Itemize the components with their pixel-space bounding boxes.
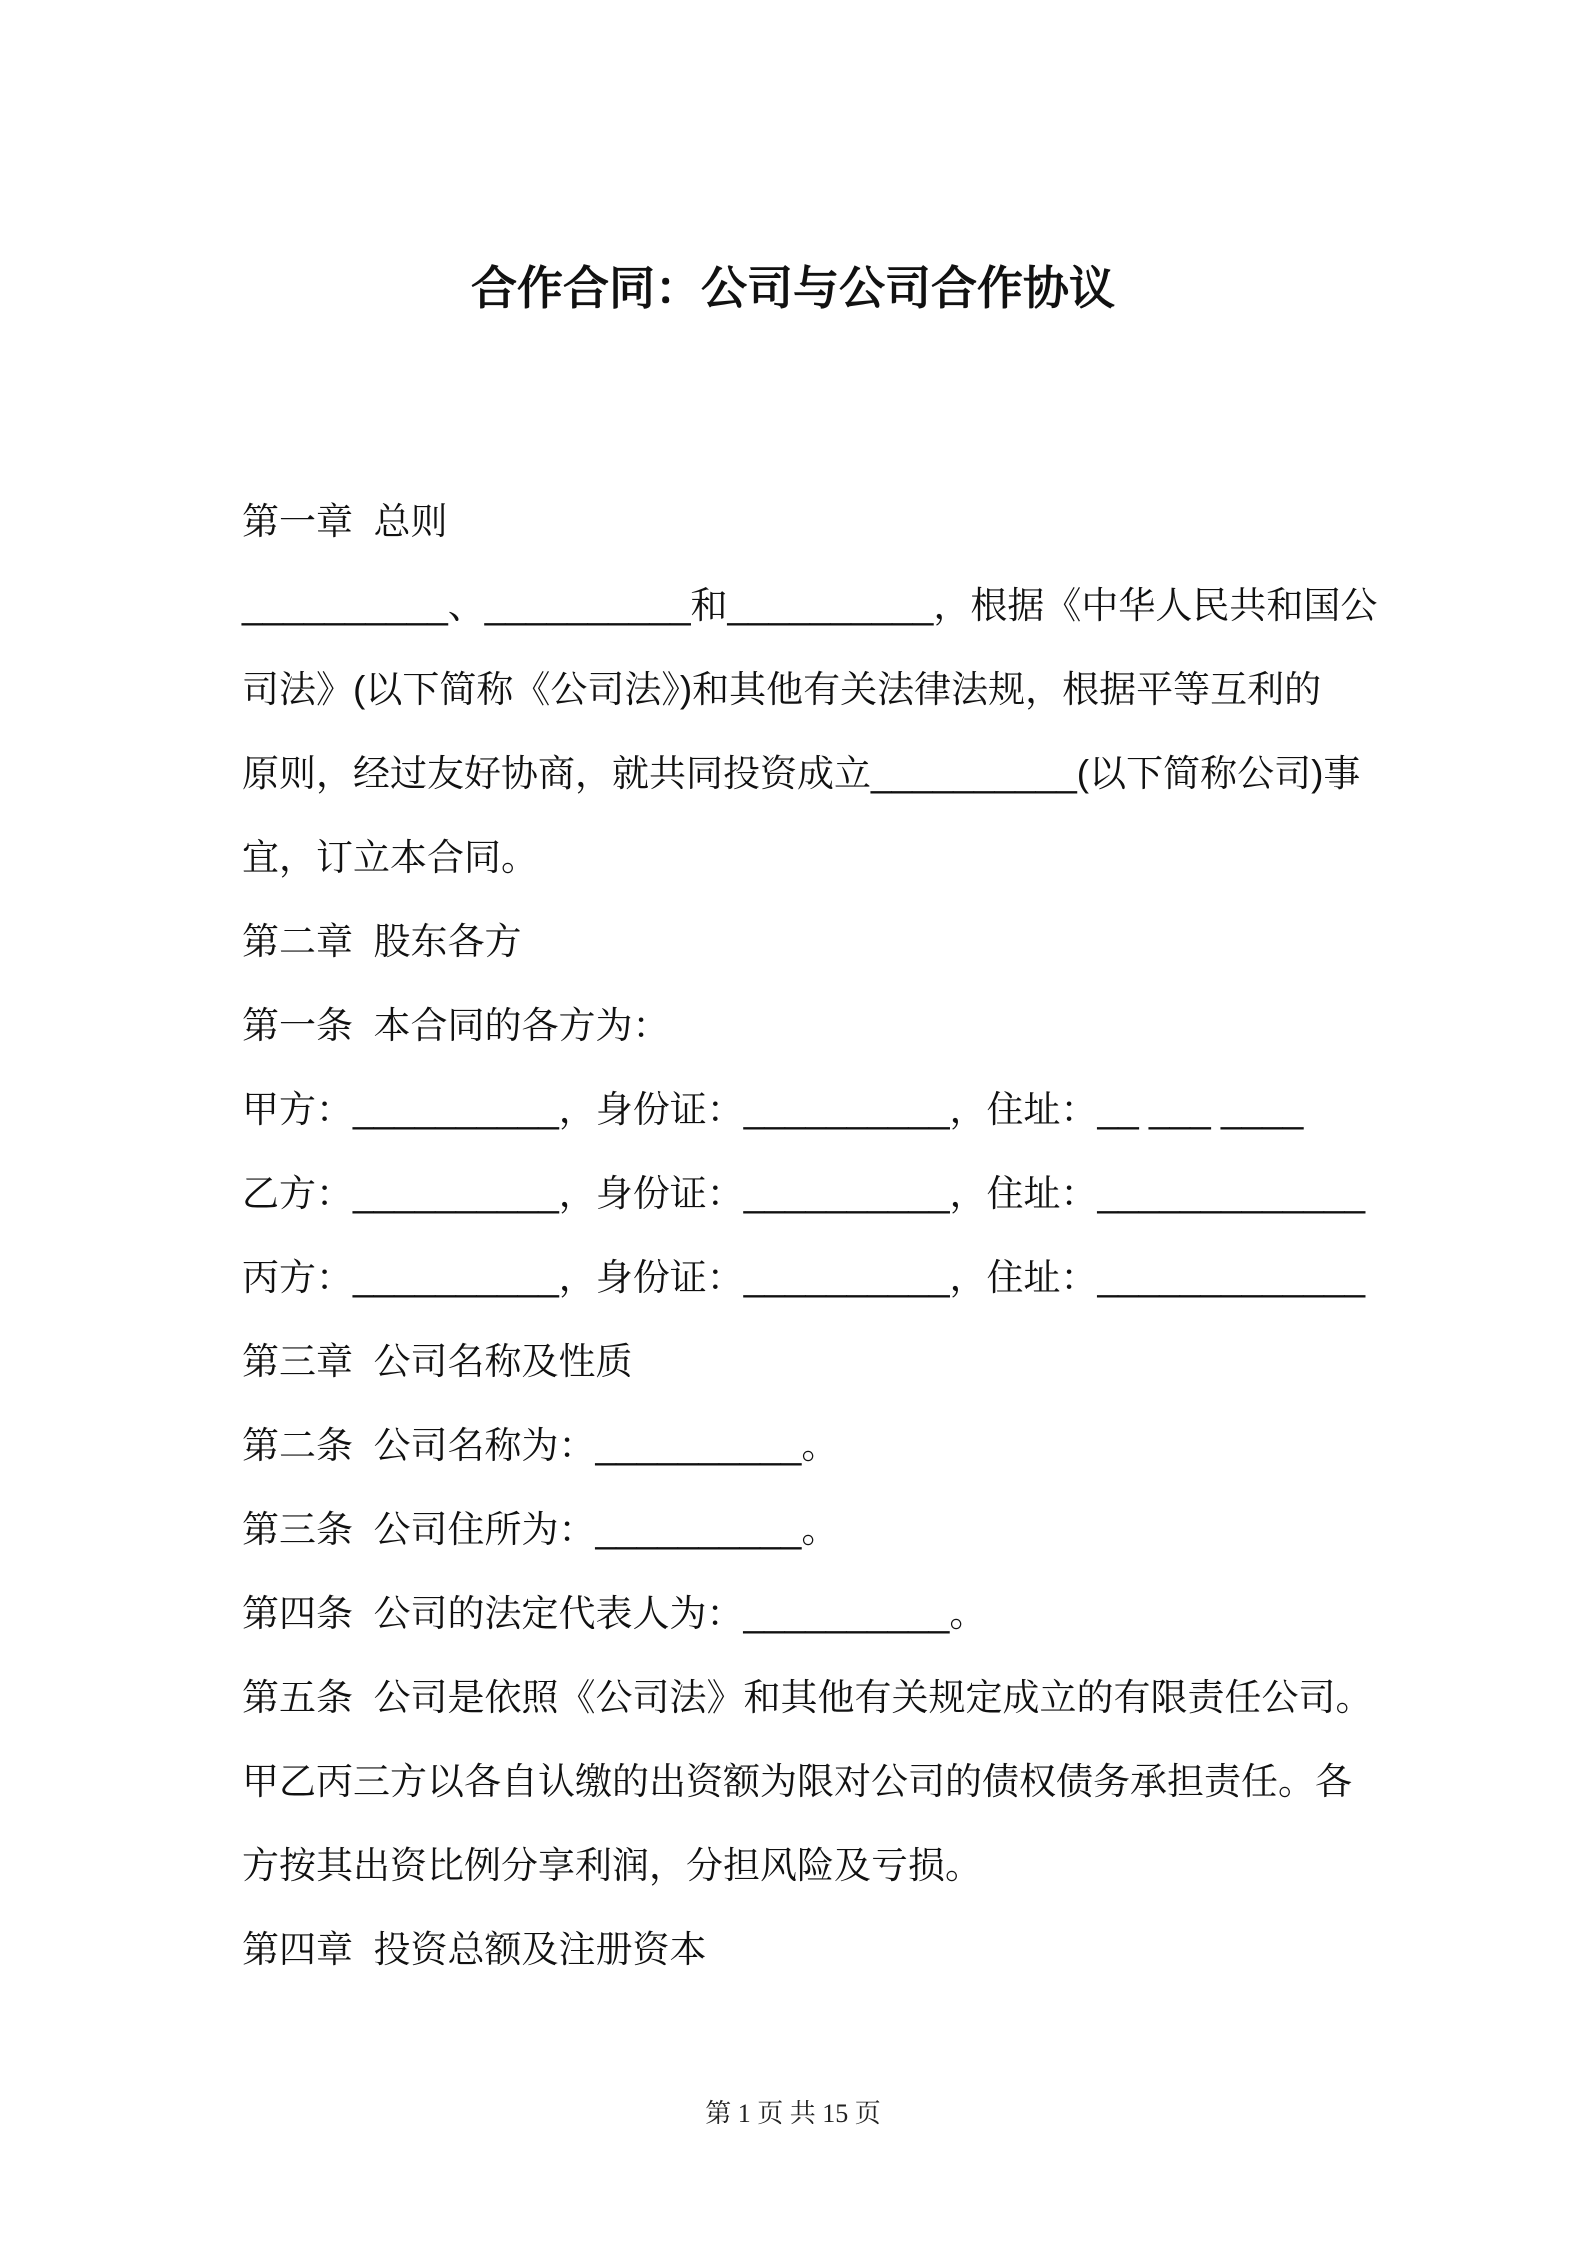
chapter-heading: 第一章 总则 [242, 501, 448, 542]
page-footer: 第 1 页 共 15 页 [705, 2099, 881, 2128]
article-line: 第二条 公司名称为：__________。 [242, 1425, 839, 1466]
paragraph-line: 原则，经过友好协商，就共同投资成立__________(以下简称公司)事 [242, 753, 1361, 794]
article-line: 第一条 本合同的各方为： [242, 1005, 670, 1046]
chapter-heading: 第二章 股东各方 [242, 921, 522, 962]
document-title: 合作合同：公司与公司合作协议 [471, 262, 1115, 314]
document-body [242, 480, 1442, 1992]
party-line: 甲方：__________，身份证：__________，住址：__ ___ ____ [242, 1089, 1304, 1130]
party-line: 丙方：__________，身份证：__________，住址：_____________ [242, 1257, 1366, 1298]
paragraph-line: 方按其出资比例分享利润，分担风险及亏损。 [242, 1845, 982, 1886]
party-line: 乙方：__________，身份证：__________，住址：_____________ [242, 1173, 1366, 1214]
paragraph-line: 宜，订立本合同。 [242, 837, 538, 878]
paragraph-line: 司法》(以下简称《公司法》)和其他有关法律法规，根据平等互利的 [242, 669, 1322, 710]
chapter-heading: 第三章 公司名称及性质 [242, 1341, 633, 1382]
article-line: 第三条 公司住所为：__________。 [242, 1509, 839, 1550]
article-line: 第五条 公司是依照《公司法》和其他有关规定成立的有限责任公司。 [242, 1677, 1373, 1718]
paragraph-line: 甲乙丙三方以各自认缴的出资额为限对公司的债权债务承担责任。各 [242, 1761, 1352, 1802]
chapter-heading: 第四章 投资总额及注册资本 [242, 1929, 707, 1970]
paragraph-line: __________、__________和__________，根据《中华人民共和国公 [242, 585, 1378, 626]
article-line: 第四条 公司的法定代表人为：__________。 [242, 1593, 987, 1634]
